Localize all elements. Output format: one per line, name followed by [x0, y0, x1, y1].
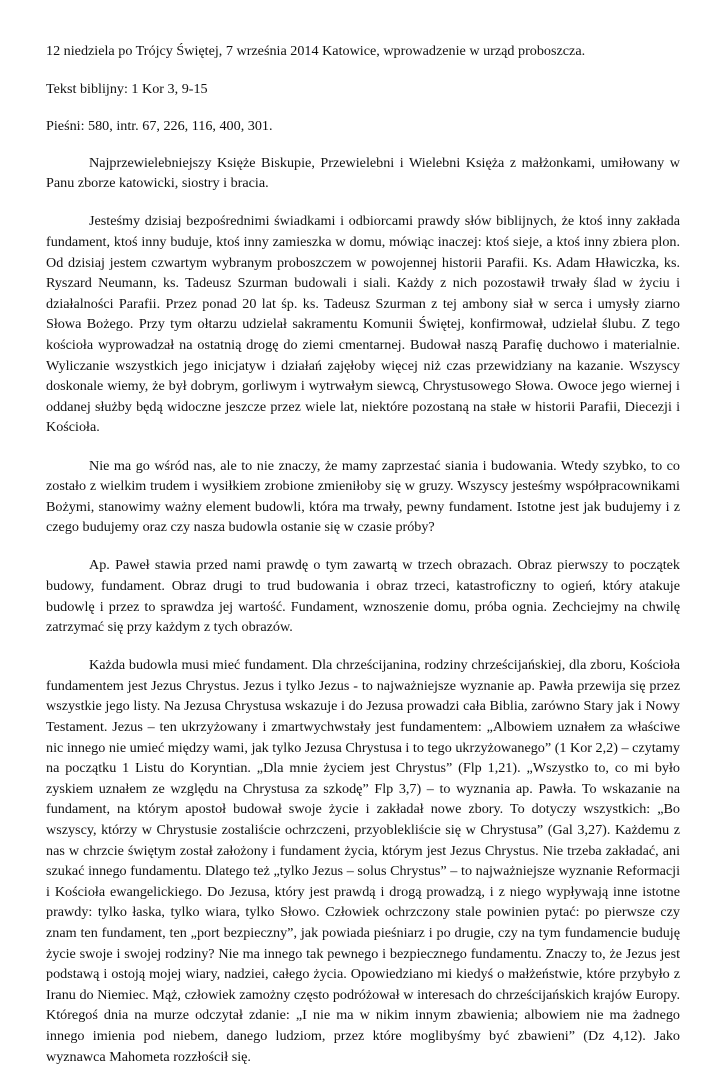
predecessors-paragraph: Jesteśmy dzisiaj bezpośrednimi świadkami i odbiorcami prawdy słów biblijnych, że ktoś inny zakłada fundament, ktoś inny buduje, ktoś inny zamieszka w domu, mówiąc inaczej: ktoś sieje, a ktoś inny zbiera plon. Od dzisiaj jestem czwartym wybranym proboszczem w powojennej historii Parafii. Ks. Adam Hławiczka, ks. Ryszard Neumann, ks. Tadeusz Szurman budowali i siali. Każdy z nich pozostawił trwały ślad w życiu i działalności Parafii. Przez ponad 20 lat śp. ks. Tadeusz Szurman z tej ambony siał w serca i umysły ziarno Słowa Bożego. Przy tym ołtarzu udzielał sakramentu Komunii Świętej, konfirmował, udzielał ślubu. Z tego kościoła wyprowadzał na ostatnią drogę do ziemi cmentarnej. Budował naszą Parafię duchowo i materialnie. Wyliczanie wszystkich jego inicjatyw i działań zajęłoby więcej niż czas przewidziany na kazanie. Wszyscy doskonale wiemy, że był dobrym, gorliwym i wytrwałym siewcą, Chrystusowego Słowa. Owoce jego wiernej i oddanej służby będą widoczne jeszcze przez wiele lat, niektóre pozostaną na stałe w historii Parafii, Diecezji i Kościoła. — [46, 213, 680, 436]
sermon-occasion-line: 12 niedziela po Trójcy Świętej, 7 września 2014 Katowice, wprowadzenie w urząd proboszcza. — [46, 43, 586, 59]
foundation-paragraph: Każda budowla musi mieć fundament. Dla chrześcijanina, rodziny chrześcijańskiej, dla zboru, Kościoła fundamentem jest Jezus Chrystus. Jezus i tylko Jezus - to najważniejsze wyznanie ap. Pawła przewija się przez wszystkie jego listy. Na Jezusa Chrystusa wskazuje i do Jezusa prowadzi cała Biblia, zarówno Stary jak i Nowy Testament. Jezus – ten ukrzyżowany i zmartwychwstały jest fundamentem: „Albowiem uznałem za właściwe nic innego nie umieć między wami, jak tylko Jezusa Chrystusa i to tego ukrzyżowanego” (1 Kor 2,2) – czytamy na początku 1 Listu do Koryntian. „Dla mnie życiem jest Chrystus” (Flp 1,21). „Wszystko to, co mi było zyskiem uznałem ze względu na Chrystusa za szkodę” Flp 3,7) – to wyznania ap. Pawła. To wskazanie na fundament, na którym apostoł budował swoje życie i zakładał nowe zbory. To dotyczy wszystkich: „Bo wszyscy, którzy w Chrystusie zostaliście ochrzczeni, przyoblekliście się w Chrystusa” (Gal 3,27). Każdemu z nas w chrzcie świętym został założony i fundament życia, którym jest Jezus Chrystus. Nie trzeba zakładać, ani szukać innego fundamentu. Dlatego też „tylko Jezus – solus Chrystus” – to najważniejsze wyznanie Reformacji i Kościoła ewangelickiego. Do Jezusa, który jest prawdą i drogą prowadzą, i z niego wypływają inne istotne prawdy: tylko łaska, tylko wiara, tylko Słowo. Człowiek ochrzczony stale powinien pytać: po pierwsze czy znam ten fundament, ten „port bezpieczny”, jak powiada pieśniarz i po drugie, czy na tym fundamencie buduję życie swoje i swojej rodziny? Nie ma innego tak pewnego i bezpiecznego fundamentu. Znaczy to, że Jezus jest podstawą i ostoją mojej wiary, nadziei, całego życia. Opowiedziano mi kiedyś o małżeństwie, które przybyło z Iranu do Niemiec. Mąż, człowiek zamożny często podróżował w interesach do chrześcijańskich krajów Europy. Któregoś dnia na murze odczytał zdanie: „I nie ma w nikim innym zbawienia; albowiem nie ma żadnego innego imienia pod niebem, danego ludziom, przez które moglibyśmy być zbawieni” (Dz 4,12). Jako wyznawca Mahometa rozzłościł się. — [46, 657, 680, 1065]
sermon-document — [46, 0, 680, 1067]
three-images-paragraph: Ap. Paweł stawia przed nami prawdę o tym zawartą w trzech obrazach. Obraz pierwszy to początek budowy, fundament. Obraz drugi to trud budowania i obraz trzeci, katastroficzny to ogień, który atakuje budowlę i przez to sprawdza jej wartość. Fundament, wznoszenie domu, próba ognia. Zechciejmy na chwilę zatrzymać się przy każdym z tych obrazów. — [46, 557, 680, 636]
continue-building-paragraph: Nie ma go wśród nas, ale to nie znaczy, że mamy zaprzestać siania i budowania. Wtedy szybko, to co zostało z wielkim trudem i wysiłkiem zrobione zmieniłoby się w gruzy. Wszyscy jesteśmy współpracownikami Bożymi, stanowimy ważny element budowli, która ma trwały, pewny fundament. Istotne jest jak budujemy i z czego budujemy oraz czy nasza budowla ostanie się w czasie próby? — [46, 457, 680, 536]
hymn-numbers: Pieśni: 580, intr. 67, 226, 116, 400, 301. — [46, 118, 273, 135]
greeting-paragraph: Najprzewielebniejszy Księże Biskupie, Przewielebni i Wielebni Księża z małżonkami, umiłowany w Panu zborze katowicki, siostry i bracia. — [46, 154, 680, 192]
bible-text-reference: Tekst biblijny: 1 Kor 3, 9-15 — [46, 80, 208, 97]
